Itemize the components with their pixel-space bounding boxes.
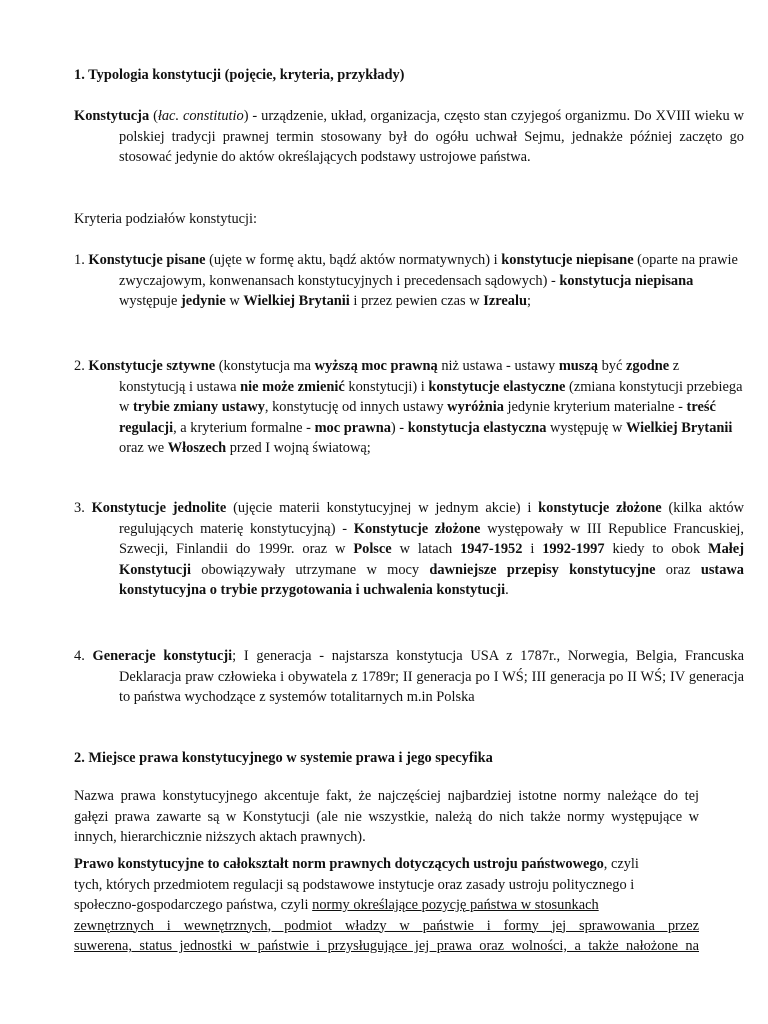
para2-line-2: tych, których przedmiotem regulacji są podstawowe instytucje oraz zasady ustroju politycznego i bbox=[74, 876, 635, 893]
criteria-intro: Kryteria podziałów konstytucji: bbox=[74, 211, 258, 227]
konstytucja-definition: Konstytucja (łac. constitutio) - urządzenie, układ, organizacja, często stan czyjegoś organizmu. Do XVIII wieku w polskiej tradycji prawnej termin stosowany był do ogółu uchwał Sejmu, jednakże później zaczęto go stosować jedynie do aktów określających podstawy ustrojowe państwa. bbox=[74, 108, 744, 165]
section-2-paragraph-1: Nazwa prawa konstytucyjnego akcentuje fakt, że najczęściej najbardziej istotne normy należące do tej gałęzi prawa zawarte są w Konstytucji (ale nie wszystkie, należą do nich także normy występujące w innych, hierarchicznie niższych aktach prawnych). bbox=[74, 788, 699, 845]
para2-line-3: społeczno-gospodarczego państwa, czyli normy określające pozycję państwa w stosunkach bbox=[74, 897, 599, 913]
definition-term: Konstytucja bbox=[74, 108, 150, 124]
section-1-heading: 1. Typologia konstytucji (pojęcie, kryteria, przykłady) bbox=[74, 67, 405, 83]
para2-line-4: zewnętrznych i wewnętrznych, podmiot władzy w państwie i formy jej sprawowania przez bbox=[74, 917, 699, 934]
criteria-item-3: 3. Konstytucje jednolite (ujęcie materii konstytucyjnej w jednym akcie) i konstytucje złożone (kilka aktów regulujących materię konstytucyjną) - Konstytucje złożone występowały w III Republice Francuskiej, Szwecji, Finlandii do 1999r. oraz w Polsce w latach 1947-1952 i 1992-1997 kiedy to obok Małej Konstytucji obowiązywały utrzymane w mocy dawniejsze przepisy konstytucyjne oraz ustawa konstytucyjna o trybie przygotowania i uchwalenia konstytucji. bbox=[74, 500, 745, 598]
criteria-item-4: 4. Generacje konstytucji; I generacja - najstarsza konstytucja USA z 1787r., Norwegia, Belgia, Francuska Deklaracja praw człowieka i obywatela z 1789r; II generacja po I WŚ; III generacja po II WŚ; IV generacja to państwa wychodzące z systemów totalitarnych m.in Polska bbox=[74, 648, 745, 705]
latin-term: łac. constitutio bbox=[157, 108, 244, 124]
criteria-item-1: 1. Konstytucje pisane (ujęte w formę aktu, bądź aktów normatywnych) i konstytucje niepisane (oparte na prawie zwyczajowym, konwenansach konstytucyjnych i precedensach sądowych) - konstytucja niepisana występuje jedynie w Wielkiej Brytanii i przez pewien czas w Izrealu; bbox=[74, 252, 738, 309]
section-2-paragraph-2 bbox=[74, 854, 699, 957]
section-2-heading: 2. Miejsce prawa konstytucyjnego w systemie prawa i jego specyfika bbox=[74, 750, 493, 766]
para2-line-5: suwerena, status jednostki w państwie i przysługujące jej prawa oraz wolności, a także nałożone na bbox=[74, 938, 699, 954]
criteria-item-2: 2. Konstytucje sztywne (konstytucja ma wyższą moc prawną niż ustawa - ustawy muszą być zgodne z konstytucją i ustawa nie może zmienić konstytucji) i konstytucje elastyczne (zmiana konstytucji przebiega w trybie zmiany ustawy, konstytucję od innych ustawy wyróżnia jedynie kryterium materialne - treść regulacji, a kryterium formalne - moc prawna) - konstytucja elastyczna występuję w Wielkiej Brytanii oraz we Włoszech przed I wojną światową; bbox=[74, 358, 743, 456]
para2-line-1: Prawo konstytucyjne to całokształt norm prawnych dotyczących ustroju państwowego, czyli bbox=[74, 856, 639, 872]
